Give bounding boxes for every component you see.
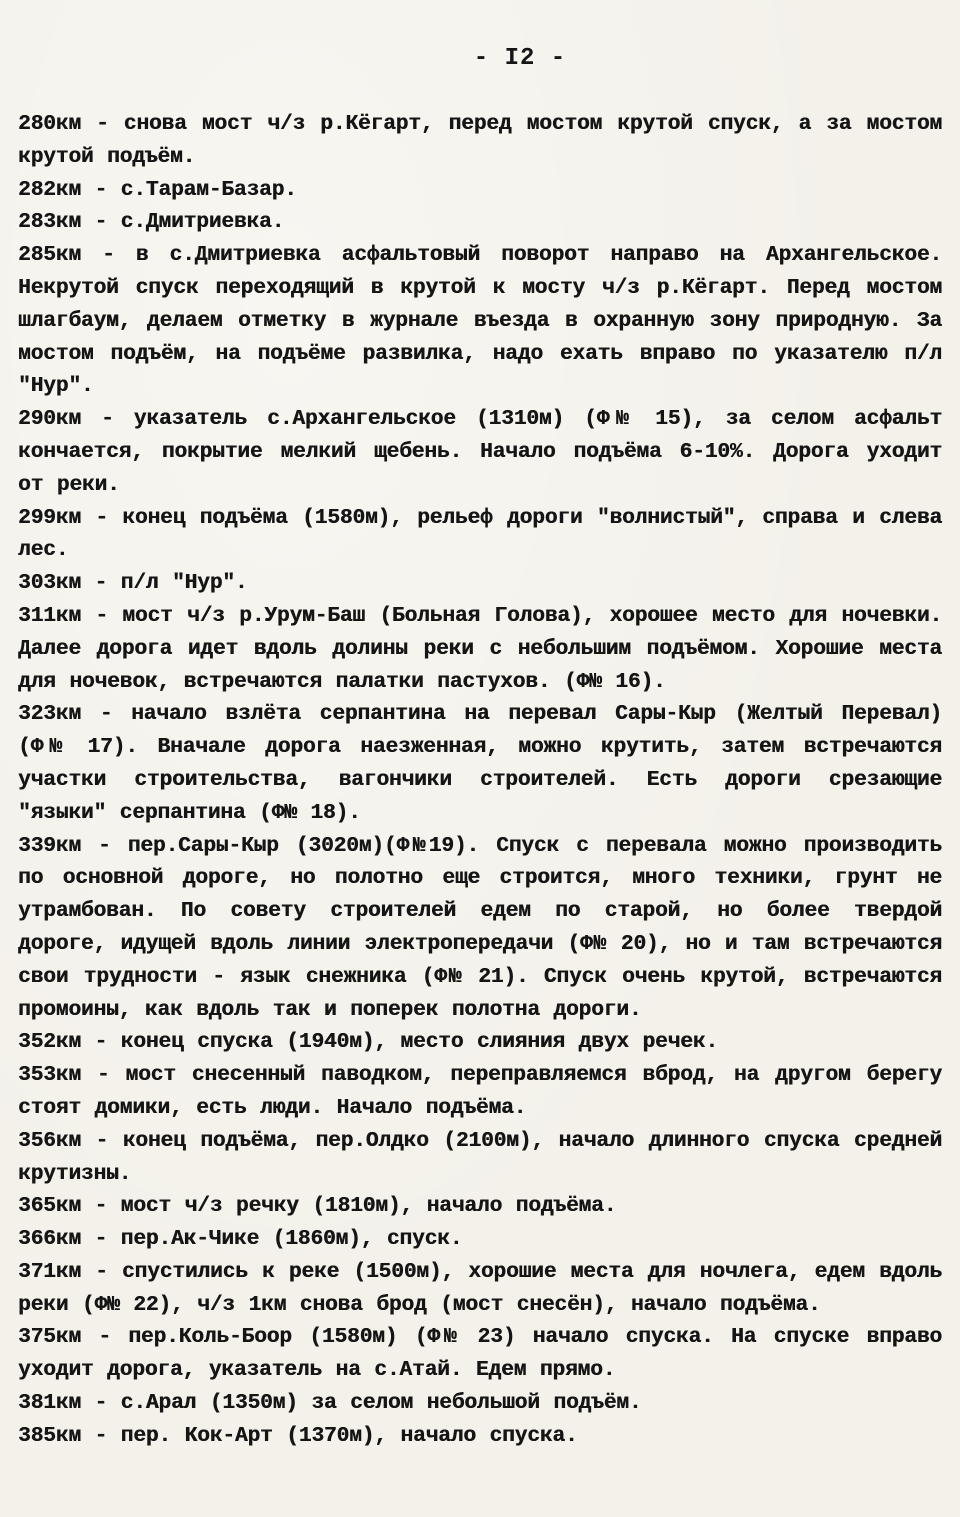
page-number: - I2 - [473,45,567,72]
entry-282km: 282км - с.Тарам-Базар. [18,177,297,202]
entry-371km: 371км - спустились к реке (1500м), хорошие места для ночлега, едем вдоль реки (Ф№ 22), ч/з 1км снова брод (мост снесён), начало подъёма. [18,1259,942,1317]
entry-339km: 339км - пер.Сары-Кыр (3020м)(Ф№19). Спуск с перевала можно производить по основной дороге, но полотно еще строится, много техники, грунт не утрамбован. По совету строителей едем по старой, но более твердой дороге, идущей вдоль линии электропередачи (Ф№ 20), но и там встречаются свои трудности - язык снежника (Ф№ 21). Спуск очень крутой, встречаются промоины, как вдоль так и поперек полотна дороги. [18,833,942,1022]
entry-352km: 352км - конец спуска (1940м), место слияния двух речек. [18,1030,718,1055]
entry-303km: 303км - п/л "Нур". [18,571,248,596]
entry-366km: 366км - пер.Ак-Чике (1860м), спуск. [18,1227,463,1252]
entry-283km: 283км - с.Дмитриевка. [18,210,285,235]
entry-290km: 290км - указатель с.Архангельское (1310м) (Ф№ 15), за селом асфальт кончается, покрытие мелкий щебень. Начало подъёма 6-10%. Дорога уходит от реки. [18,407,942,497]
entry-375km: 375км - пер.Коль-Боор (1580м) (Ф№ 23) начало спуска. На спуске вправо уходит дорога, указатель на с.Атай. Едем прямо. [18,1325,942,1383]
entry-365km: 365км - мост ч/з речку (1810м), начало подъёма. [18,1194,617,1219]
entry-299km: 299км - конец подъёма (1580м), рельеф дороги "волнистый", справа и слева лес. [18,505,942,563]
entry-356km: 356км - конец подъёма, пер.Олдко (2100м), начало длинного спуска средней крутизны. [18,1128,942,1186]
entry-285km: 285км - в с.Дмитриевка асфальтовый поворот направо на Архангельское. Некрутой спуск переходящий в крутой к мосту ч/з р.Кёгарт. Перед мостом шлагбаум, делаем отметку в журнале въезда в охранную зону природную. За мостом подъём, на подъёме развилка, надо ехать вправо по указателю п/л "Нур". [18,243,942,399]
entry-385km: 385км - пер. Кок-Арт (1370м), начало спуска. [18,1423,578,1448]
entries-list [18,108,942,1453]
entry-280km: 280км - снова мост ч/з р.Кёгарт, перед мостом крутой спуск, а за мостом крутой подъём. [18,112,942,169]
entry-323km: 323км - начало взлёта серпантина на перевал Сары-Кыр (Желтый Перевал) (Ф№ 17). Вначале дорога наезженная, можно крутить, затем встречаются участки строительства, вагончики строителей. Есть дороги срезающие "языки" серпантина (Ф№ 18). [18,702,942,825]
entry-353km: 353км - мост снесенный паводком, переправляемся вброд, на другом берегу стоят домики, есть люди. Начало подъёма. [18,1063,942,1120]
entry-311km: 311км - мост ч/з р.Урум-Баш (Больная Голова), хорошее место для ночевки. Далее дорога идет вдоль долины реки с небольшим подъёмом. Хорошие места для ночевок, встречаются палатки пастухов. (Ф№ 16). [18,603,942,694]
entry-381km: 381км - с.Арал (1350м) за селом небольшой подъём. [18,1391,642,1416]
